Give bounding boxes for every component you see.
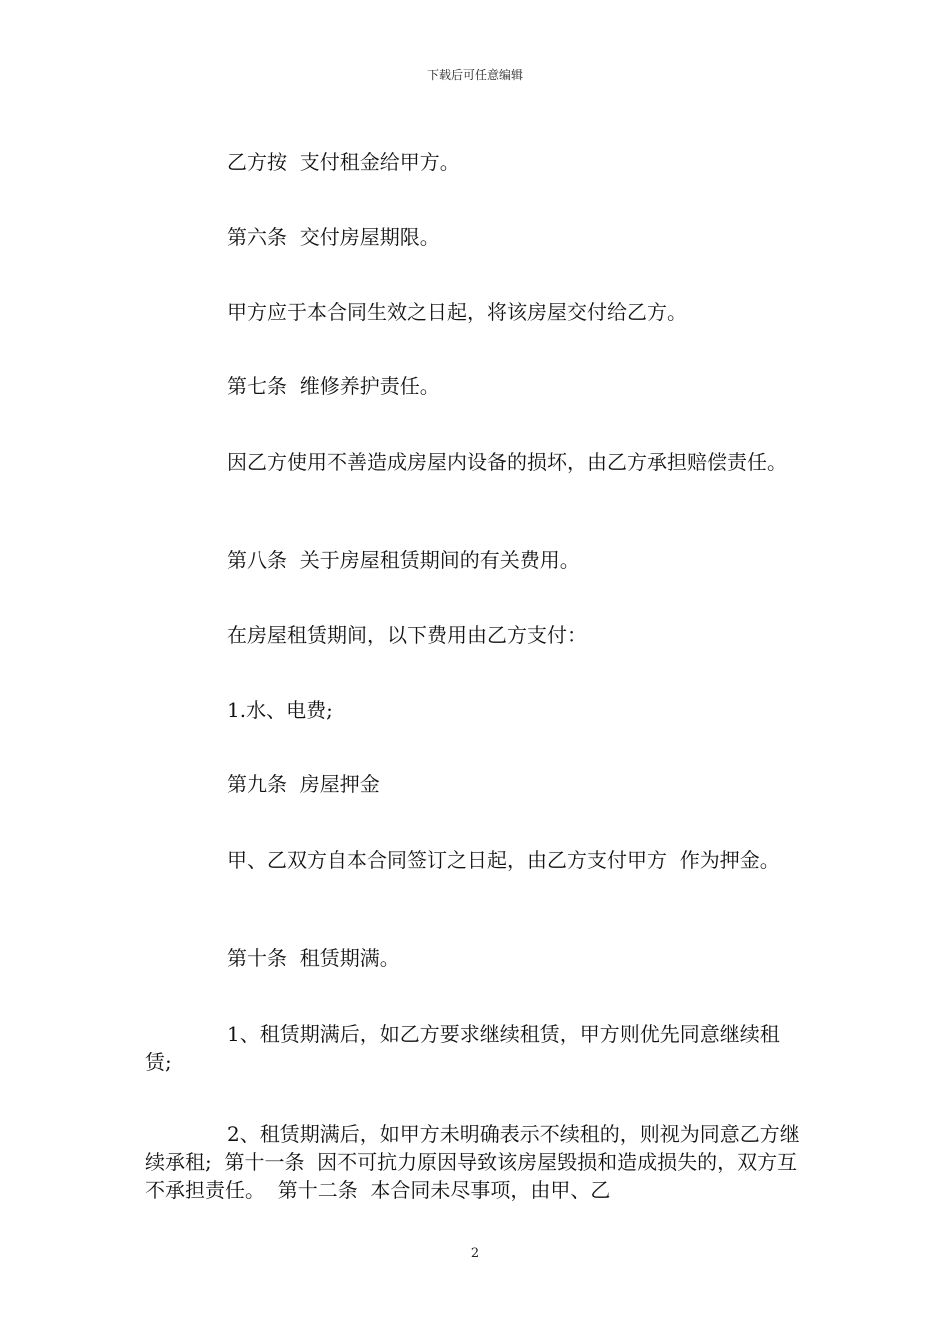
paragraph-article-6-body: 甲方应于本合同生效之日起，将该房屋交付给乙方。 bbox=[227, 300, 687, 324]
paragraph-article-10-item-1: 1、租赁期满后，如乙方要求继续租赁，甲方则优先同意继续租赁; bbox=[145, 1022, 780, 1074]
paragraph-article-9-title: 第九条 房屋押金 bbox=[227, 772, 380, 796]
paragraph-article-7-title: 第七条 维修养护责任。 bbox=[227, 374, 440, 398]
paragraph-article-9-body: 甲、乙双方自本合同签订之日起，由乙方支付甲方 作为押金。 bbox=[227, 848, 780, 872]
paragraph-article-8-body: 在房屋租赁期间，以下费用由乙方支付： bbox=[227, 623, 587, 647]
paragraph-article-7-body: 因乙方使用不善造成房屋内设备的损坏，由乙方承担赔偿责任。 bbox=[227, 450, 787, 474]
paragraph-article-10-item-2: 2、租赁期满后，如甲方未明确表示不续租的，则视为同意乙方继续承租; 第十一条 因不可抗力原因导致该房屋毁损和造成损失的，双方互不承担责任。 第十二条 本合同未尽事项，由甲、乙 bbox=[145, 1122, 800, 1202]
paragraph-article-6-title: 第六条 交付房屋期限。 bbox=[227, 225, 440, 249]
paragraph-article-8-item-1: 1.水、电费; bbox=[227, 698, 333, 722]
paragraph-article-10-title: 第十条 租赁期满。 bbox=[227, 946, 400, 970]
paragraph-rent-payment: 乙方按 支付租金给甲方。 bbox=[227, 150, 460, 174]
page-number: 2 bbox=[470, 1246, 480, 1261]
page-header: 下载后可任意编辑 bbox=[426, 68, 523, 82]
paragraph-article-8-title: 第八条 关于房屋租赁期间的有关费用。 bbox=[227, 548, 580, 572]
